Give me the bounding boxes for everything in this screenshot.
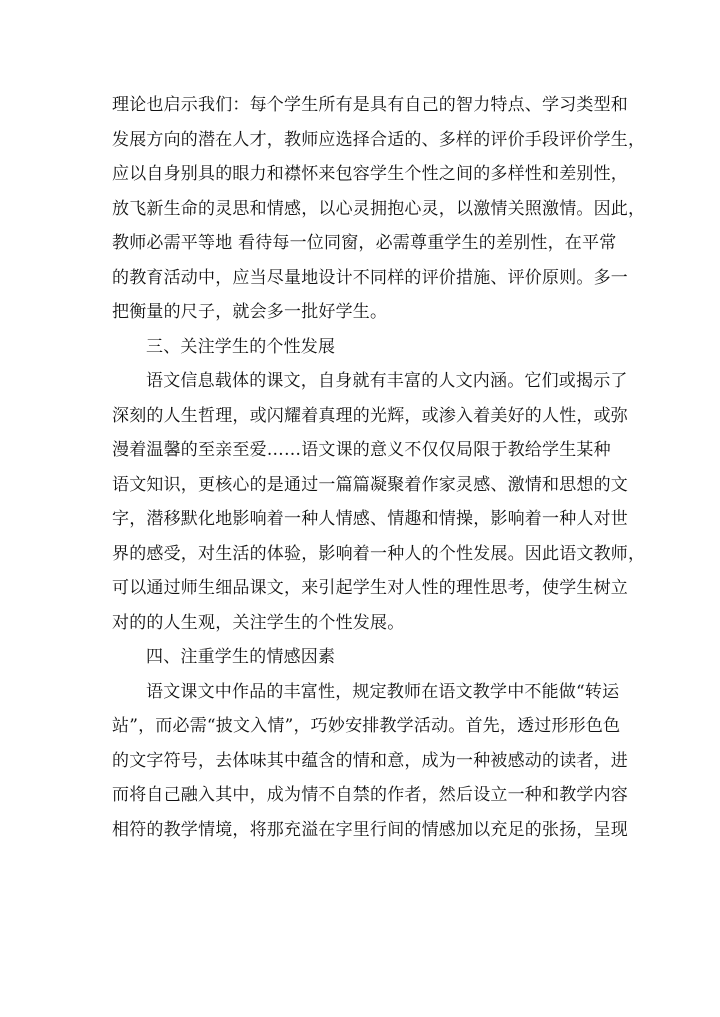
text-line: 语文信息载体的课文，自身就有丰富的人文内涵。它们或揭示了 — [146, 371, 628, 391]
text-line: 站”，而必需“披文入情”，巧妙安排教学活动。首先，透过形形色色 — [112, 716, 621, 736]
text-line: 相符的教学情境，将那充溢在字里行间的情感加以充足的张扬，呈现 — [112, 819, 628, 840]
text-line: 字，潜移默化地影响着一种人情感、情趣和情操，影响着一种人对世 — [112, 509, 628, 529]
text-line: 三、关注学生的个性发展 — [146, 336, 336, 357]
text-line: 应以自身别具的眼力和襟怀来包容学生个性之间的多样性和差别性， — [112, 164, 628, 184]
text-line: 可以通过师生细品课文，来引起学生对人性的理性思考，使学生树立 — [112, 578, 628, 598]
text-line: 理论也启示我们：每个学生所有是具有自己的智力特点、学习类型和 — [112, 95, 628, 115]
text-line: 深刻的人生哲理，或闪耀着真理的光辉，或渗入着美好的人性，或弥 — [112, 405, 628, 426]
text-line: 漫着温馨的至亲至爱……语文课的意义不仅仅局限于教给学生某种 — [112, 440, 611, 460]
text-line: 的文字符号，去体味其中蕴含的情和意，成为一种被感动的读者，进 — [112, 750, 628, 771]
document-body — [112, 88, 646, 847]
text-line: 的教育活动中，应当尽量地设计不同样的评价措施、评价原则。多一 — [112, 267, 628, 288]
text-line: 把衡量的尺子，就会多一批好学生。 — [112, 302, 388, 322]
text-line: 语文课文中作品的丰富性，规定教师在语文教学中不能做“转运 — [146, 681, 620, 702]
text-line: 发展方向的潜在人才，教师应选择合适的、多样的评价手段评价学生， — [112, 129, 646, 150]
text-line: 界的感受，对生活的体验，影响着一种人的个性发展。因此语文教师， — [112, 543, 646, 564]
text-line: 四、注重学生的情感因素 — [146, 647, 336, 667]
text-line: 对的的人生观，关注学生的个性发展。 — [112, 612, 405, 633]
text-line: 放飞新生命的灵思和情感，以心灵拥抱心灵，以激情关照激情。因此， — [112, 198, 646, 219]
text-line: 语文知识，更核心的是通过一篇篇凝聚着作家灵感、激情和思想的文 — [112, 474, 628, 495]
text-line: 教师必需平等地 看待每一位同窗，必需尊重学生的差别性，在平常 — [112, 233, 617, 253]
text-line: 而将自己融入其中，成为情不自禁的作者，然后设立一种和教学内容 — [112, 785, 628, 805]
